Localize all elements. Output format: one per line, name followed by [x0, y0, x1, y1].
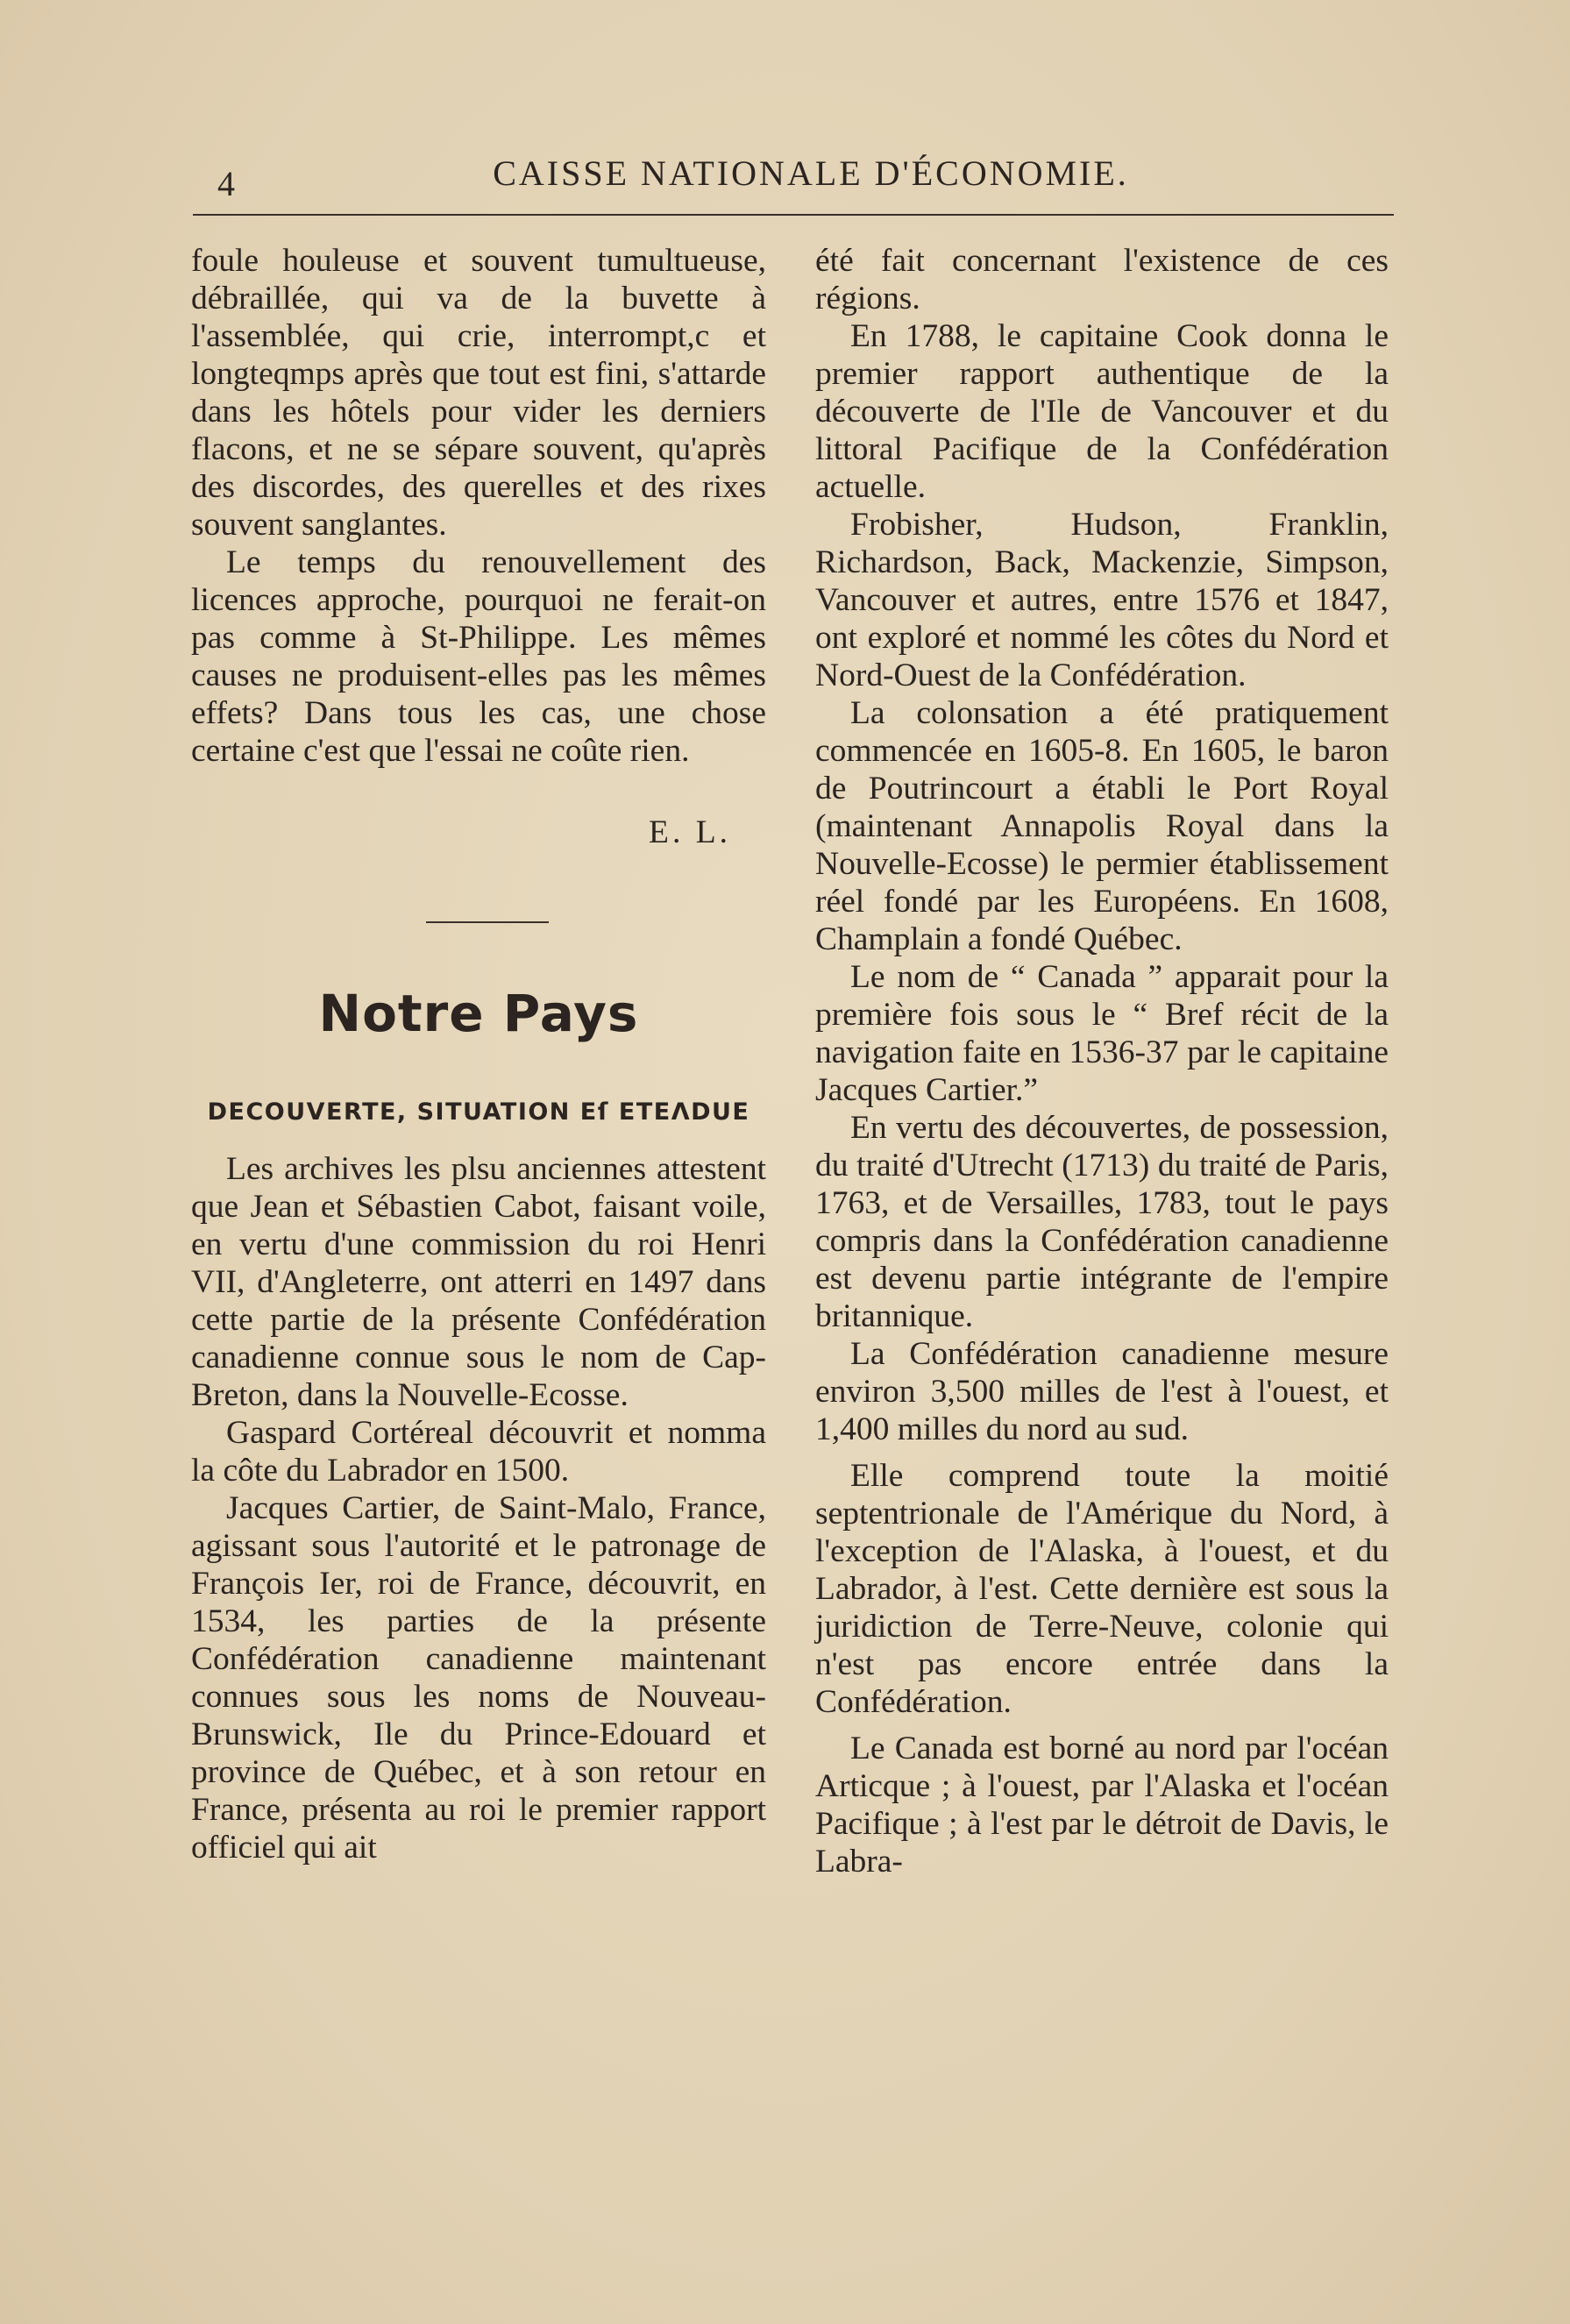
running-title: CAISSE NATIONALE D'ÉCONOMIE.: [493, 153, 1129, 193]
right-column: [815, 242, 1389, 1880]
paragraph: Gaspard Cortéreal découvrit et nomma la côte du Labrador en 1500.: [191, 1415, 766, 1489]
paragraph: Jacques Cartier, de Saint-Malo, France, agissant sous l'autorité et le patronage de François Ier, roi de France, découvrit, en 1534, les parties de la présente Confédération canadienne maintenant connues sous les noms de Nouveau-Brunswick, Ile du Prince-Edouard et province de Québec, et à son retour en France, présenta au roi le premier rapport officiel qui ait: [191, 1490, 766, 1866]
paragraph: En vertu des découvertes, de possession, du traité d'Utrecht (1713) du traité de Paris, 1763, et de Versailles, 1783, tout le pays compris dans la Confédération canadienne est devenu partie intégrante de l'empire britannique.: [815, 1110, 1389, 1334]
page-header: [193, 149, 1394, 202]
paragraph: En 1788, le capitaine Cook donna le premier rapport authentique de la découverte de l'Ile de Vancouver et du littoral Pacifique de la Confédération actuelle.: [815, 318, 1389, 505]
header-rule: [193, 214, 1394, 216]
section-divider: [426, 921, 549, 923]
paragraph: Frobisher, Hudson, Franklin, Richardson, Back, Mackenzie, Simpson, Vancouver et autres, entre 1576 et 1847, ont exploré et nommé les côtes du Nord et Nord-Ouest de la Confédération.: [815, 507, 1389, 693]
paragraph: La Confédération canadienne mesure environ 3,500 milles de l'est à l'ouest, et 1,400 milles du nord au sud.: [815, 1336, 1389, 1447]
paragraph: Elle comprend toute la moitié septentrionale de l'Amérique du Nord, à l'exception de l'Alaska, à l'ouest, et du Labrador, à l'est. Cette dernière est sous la juridiction de Terre-Neuve, colonie qui n'est pas encore entrée dans la Confédération.: [815, 1458, 1389, 1720]
page-number: 4: [217, 164, 235, 203]
paragraph: foule houleuse et souvent tumultueuse, débraillée, qui va de la buvette à l'assemblée, qui crie, interrompt,c et longteqmps après que tout est fini, s'attarde dans les hôtels pour vider les derniers flacons, et ne se sépare souvent, qu'après des discordes, des querelles et des rixes souvent sanglantes.: [191, 243, 766, 543]
paragraph: Les archives les plsu anciennes attestent que Jean et Sébastien Cabot, faisant voile, en vertu d'une commission du roi Henri VII, d'Angleterre, ont atterri en 1497 dans cette partie de la présente Confédération canadienne connue sous le nom de Cap-Breton, dans la Nouvelle-Ecosse.: [191, 1151, 766, 1413]
paragraph: été fait concernant l'existence de ces régions.: [815, 243, 1389, 316]
author-signature: E. L.: [649, 814, 731, 850]
paragraph: La colonsation a été pratiquement commencée en 1605-8. En 1605, le baron de Poutrincourt a établi le Port Royal (maintenant Annapolis Royal dans la Nouvelle-Ecosse) le permier établissement réel fondé par les Européens. En 1608, Champlain a fondé Québec.: [815, 695, 1389, 957]
paragraph: Le Canada est borné au nord par l'océan Articque ; à l'ouest, par l'Alaska et l'océan Pacifique ; à l'est par le détroit de Davis, le Labra-: [815, 1731, 1389, 1880]
paragraph: Le nom de “ Canada ” apparait pour la première fois sous le “ Bref récit de la navigation faite en 1536-37 par le capitaine Jacques Cartier.”: [815, 959, 1389, 1108]
paragraph: Le temps du renouvellement des licences approche, pourquoi ne ferait-on pas comme à St-Philippe. Les mêmes causes ne produisent-elles pas les mêmes effets? Dans tous les cas, une chose certaine c'est que l'essai ne coûte rien.: [191, 544, 766, 769]
left-column: [191, 242, 766, 1866]
section-subtitle: DECOUVERTE, SITUATION Eſ ETEɅDUE: [207, 1098, 750, 1126]
section-title: Notre Pays: [318, 984, 639, 1043]
